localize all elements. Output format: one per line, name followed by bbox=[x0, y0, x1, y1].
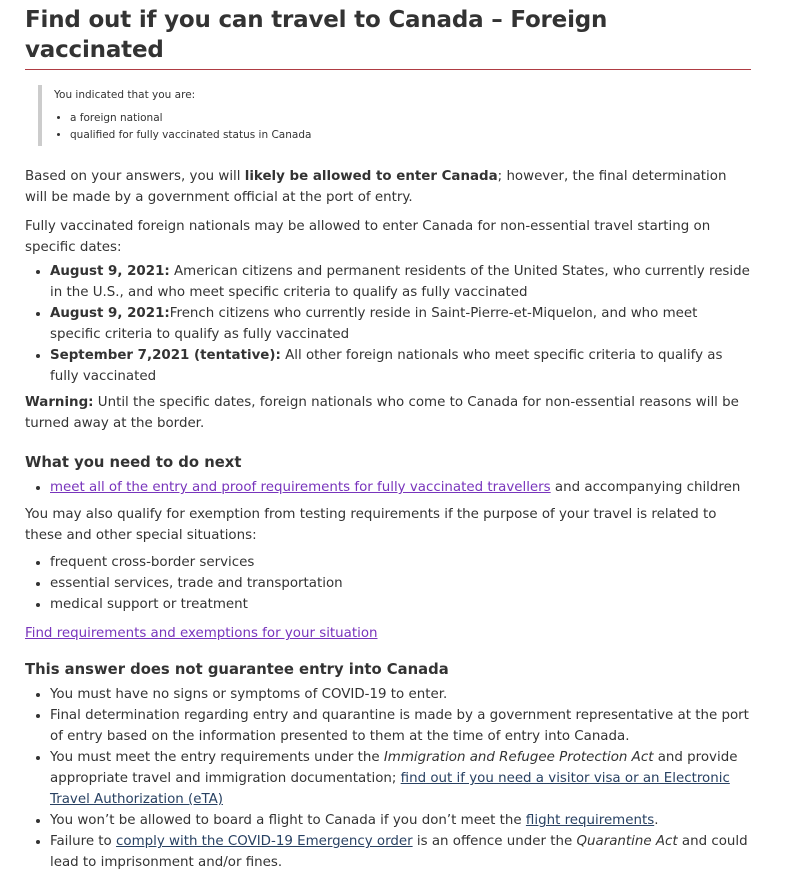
special-situation-item: • frequent cross-border services bbox=[50, 552, 752, 573]
special-situations-list bbox=[25, 552, 752, 615]
warning-label: Warning: bbox=[25, 395, 94, 410]
flight-requirements-link[interactable]: flight requirements bbox=[525, 813, 655, 828]
date-item: • August 9, 2021:French citizens who currently reside in Saint-Pierre-et-Miquelon, and who meet specific criteria to qualify as fully vaccinated bbox=[50, 303, 752, 345]
next-step-item: • meet all of the entry and proof requirements for fully vaccinated travellers and accompanying children bbox=[50, 477, 752, 498]
what-next-heading: What you need to do next bbox=[25, 454, 242, 471]
guarantee-item: • You must have no signs or symptoms of COVID-19 to enter. bbox=[50, 684, 752, 705]
date-item: • September 7,2021 (tentative): All other foreign nationals who meet specific criteria to qualify as fully vaccinated bbox=[50, 345, 752, 387]
emergency-order-link[interactable]: comply with the COVID-19 Emergency order bbox=[116, 834, 413, 849]
dates-list bbox=[25, 261, 752, 387]
result-emphasis: likely be allowed to enter Canada bbox=[244, 169, 498, 184]
find-requirements-link[interactable]: Find requirements and exemptions for your situation bbox=[25, 626, 378, 641]
result-paragraph: Based on your answers, you will likely be allowed to enter Canada; however, the final determination will be made by a government official at the port of entry. bbox=[25, 169, 727, 205]
visa-eta-link[interactable]: find out if you need a visitor visa or an Electronic Travel Authorization (eTA) bbox=[50, 771, 730, 807]
title-divider bbox=[25, 69, 751, 70]
page-title: Find out if you can travel to Canada – Foreign vaccinated bbox=[25, 7, 608, 63]
find-requirements-paragraph bbox=[25, 623, 752, 644]
exemption-paragraph: You may also qualify for exemption from testing requirements if the purpose of your travel is related to these and other special situations: bbox=[25, 507, 717, 543]
entry-requirements-link[interactable]: meet all of the entry and proof requirements for fully vaccinated travellers bbox=[50, 480, 551, 495]
answers-intro: You indicated that you are: bbox=[54, 89, 196, 101]
guarantee-item: • Final determination regarding entry and quarantine is made by a government representative at the port of entry based on the information presented to them at the time of entry into Canada. bbox=[50, 705, 752, 747]
special-situation-item: • medical support or treatment bbox=[50, 594, 752, 615]
special-situation-item: • essential services, trade and transportation bbox=[50, 573, 752, 594]
date-item: • August 9, 2021: American citizens and permanent residents of the United States, who currently reside in the U.S., and who meet specific criteria to qualify as fully vaccinated bbox=[50, 261, 752, 303]
dates-intro: Fully vaccinated foreign nationals may be allowed to enter Canada for non-essential travel starting on specific dates: bbox=[25, 219, 711, 255]
next-steps-list bbox=[25, 477, 752, 498]
answers-list bbox=[54, 110, 752, 144]
guarantee-list bbox=[25, 684, 752, 873]
guarantee-item: • You won’t be allowed to board a flight to Canada if you don’t meet the flight requirements. bbox=[50, 810, 752, 831]
warning-paragraph: Warning: Until the specific dates, foreign nationals who come to Canada for non-essential reasons will be turned away at the border. bbox=[25, 395, 739, 431]
guarantee-item: • Failure to comply with the COVID-19 Emergency order is an offence under the Quarantine Act and could lead to imprisonment and/or fines. bbox=[50, 831, 752, 873]
answer-item: • a foreign national bbox=[70, 110, 752, 127]
answers-summary bbox=[38, 85, 752, 146]
guarantee-item: • You must meet the entry requirements under the Immigration and Refugee Protection Act and provide appropriate travel and immigration documentation; find out if you need a visitor visa or an Electronic Travel Authorization (eTA) bbox=[50, 747, 752, 810]
answer-item: • qualified for fully vaccinated status in Canada bbox=[70, 127, 752, 144]
guarantee-heading: This answer does not guarantee entry into Canada bbox=[25, 661, 449, 678]
